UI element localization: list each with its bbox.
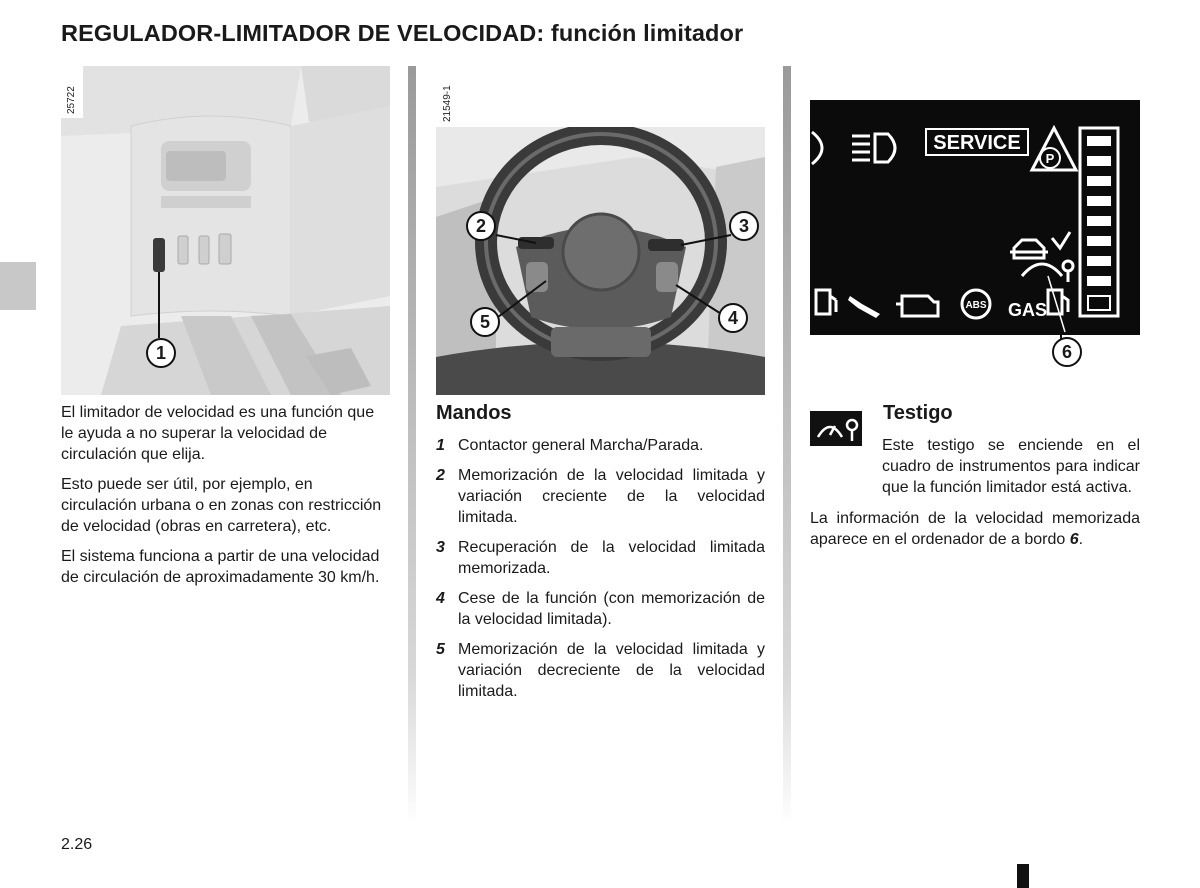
item-text: Memorización de la velocidad limitada y variación creciente de la velocidad limitada. xyxy=(458,467,765,526)
list-item xyxy=(436,465,765,528)
speed-limiter-warning-icon xyxy=(810,411,862,446)
pedal-area-drawing xyxy=(61,66,390,395)
instrument-cluster-drawing xyxy=(810,100,1140,335)
callout-5: 5 xyxy=(470,307,500,337)
list-item xyxy=(436,639,765,702)
paragraph-text: Este testigo se enciende en el cuadro de instrumentos para indicar que la función limitador está activa. xyxy=(882,437,1140,496)
page-number: 2.26 xyxy=(61,836,93,853)
ref-label-box xyxy=(61,66,83,118)
paragraph xyxy=(810,508,1140,550)
callout-2: 2 xyxy=(466,211,496,241)
figure-reference: 6 xyxy=(1069,531,1079,548)
page-title: REGULADOR-LIMITADOR DE VELOCIDAD: función limitador xyxy=(61,20,744,46)
paragraph-text: La información de la velocidad memorizada aparece en el ordenador de a bordo xyxy=(810,510,1140,548)
item-number: 3 xyxy=(436,539,445,556)
item-text: Recuperación de la velocidad limitada memorizada. xyxy=(458,539,765,577)
abs-label: ABS xyxy=(965,300,987,311)
section-heading-mandos: Mandos xyxy=(436,402,512,424)
left-column-text xyxy=(61,402,390,597)
figure-ref-number: 21549-1 xyxy=(442,85,453,122)
item-number: 4 xyxy=(436,590,445,607)
column-divider xyxy=(408,66,416,826)
steering-wheel-illustration xyxy=(436,127,765,395)
item-number: 2 xyxy=(436,467,445,484)
paragraph-end: . xyxy=(1078,531,1084,548)
testigo-para-indent xyxy=(882,435,1140,498)
column-divider xyxy=(783,66,791,826)
paragraph: El sistema funciona a partir de una velocidad de circulación de aproximadamente 30 km/h. xyxy=(61,548,380,586)
list-item xyxy=(436,588,765,630)
controls-list xyxy=(436,435,765,711)
list-item xyxy=(436,435,765,456)
instrument-cluster-display xyxy=(810,100,1140,335)
page-edge-marker xyxy=(1017,864,1029,888)
figure-ref-number: 25722 xyxy=(66,86,77,114)
callout-6: 6 xyxy=(1052,337,1082,367)
list-item xyxy=(436,537,765,579)
callout-1: 1 xyxy=(146,338,176,368)
chapter-tab xyxy=(0,262,36,310)
paragraph: El limitador de velocidad es una función que le ayuda a no superar la velocidad de circulación que elija. xyxy=(61,404,375,463)
ref-label-box xyxy=(436,66,462,128)
section-heading-testigo: Testigo xyxy=(883,402,953,424)
item-text: Memorización de la velocidad limitada y variación decreciente de la velocidad limitada. xyxy=(458,641,765,700)
service-label: SERVICE xyxy=(933,132,1021,154)
right-column-text xyxy=(810,508,1140,559)
steering-wheel-drawing xyxy=(436,127,765,395)
item-number: 5 xyxy=(436,641,445,658)
paragraph xyxy=(882,435,1140,498)
gas-label: GAS xyxy=(1008,300,1048,320)
callout-3: 3 xyxy=(729,211,759,241)
paragraph: Esto puede ser útil, por ejemplo, en circulación urbana o en zonas con restricción de velocidad (obras en carretera), etc. xyxy=(61,476,382,535)
item-text: Cese de la función (con memorización de la velocidad limitada). xyxy=(458,590,765,628)
item-number: 1 xyxy=(436,437,445,454)
pedal-area-illustration xyxy=(61,66,390,395)
item-text: Contactor general Marcha/Parada. xyxy=(458,437,704,454)
callout-4: 4 xyxy=(718,303,748,333)
park-label: P xyxy=(1045,151,1055,166)
